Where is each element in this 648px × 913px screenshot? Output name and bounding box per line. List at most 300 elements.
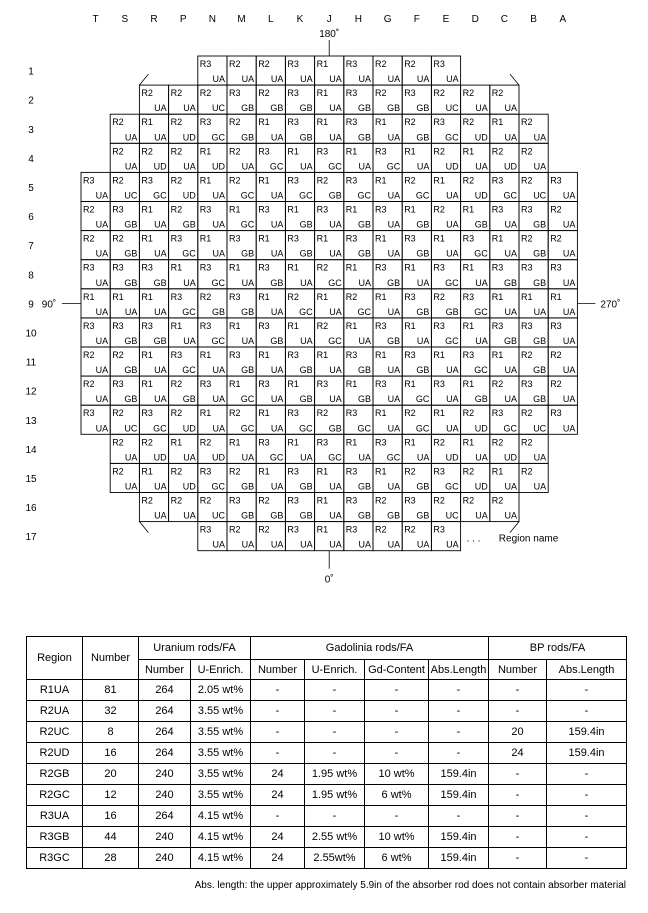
- cell-region-type: UA: [154, 248, 167, 259]
- cell-region-type: UA: [387, 132, 401, 143]
- cell-region-group: R2: [433, 291, 445, 302]
- cell-region-group: R1: [170, 437, 183, 448]
- legend-dots: . . .: [466, 533, 481, 545]
- cell-u-number: 264: [139, 722, 191, 743]
- header-u-enrich: U-Enrich.: [191, 660, 251, 680]
- cell-region-type: GC: [386, 161, 401, 172]
- cell-gd-content: -: [365, 743, 429, 764]
- table-row: [27, 701, 627, 722]
- cell-region-type: UA: [504, 306, 517, 317]
- cell-region-group: R2: [521, 146, 533, 157]
- cell-region-type: UA: [95, 248, 109, 259]
- cell-region-group: R1: [141, 117, 153, 128]
- cell-region-type: UD: [504, 161, 517, 172]
- cell-region-group: R3: [521, 379, 533, 390]
- cell-region-group: R3: [170, 350, 183, 360]
- cell-region-type: UA: [533, 306, 547, 317]
- cell-region-group: R3: [287, 88, 299, 99]
- cell-region-group: R1: [404, 320, 416, 331]
- row-label: 8: [28, 270, 34, 282]
- cell-region-type: GB: [387, 103, 401, 114]
- cell-region-type: UA: [329, 539, 342, 550]
- cell-region-group: R3: [258, 320, 270, 331]
- cell-region-group: R1: [375, 233, 387, 244]
- cell-region-group: R3: [345, 233, 358, 244]
- cell-region-type: UA: [329, 481, 342, 492]
- cell-region-group: R2: [404, 408, 416, 419]
- cell-region-group: R2: [521, 466, 533, 477]
- cell-region-group: R3: [199, 262, 212, 273]
- cell-u-enrich: 4.15 wt%: [191, 827, 251, 848]
- cell-region-type: GB: [474, 394, 488, 405]
- cell-region-type: UA: [504, 510, 517, 521]
- cell-region-type: UA: [416, 74, 430, 85]
- cell-region-group: R2: [229, 146, 241, 157]
- cell-u-number: 240: [139, 827, 191, 848]
- cell-region-type: UA: [329, 248, 342, 259]
- cell-region-type: GC: [153, 190, 167, 201]
- cell-region-type: GB: [299, 365, 313, 376]
- cell-region-type: GC: [415, 394, 430, 405]
- cell-bp-number: -: [489, 764, 547, 785]
- cell-region-group: R1: [316, 88, 329, 99]
- cell-region-type: UC: [445, 510, 459, 521]
- cell-region-type: UD: [474, 423, 488, 434]
- cell-gd-u-enrich: -: [305, 680, 365, 701]
- cell-region-type: UA: [446, 394, 459, 405]
- cell-region-group: R1: [316, 117, 329, 128]
- cell-region-type: UA: [504, 219, 517, 230]
- cell-region-group: R3: [258, 437, 270, 448]
- cell-region-group: R1: [112, 291, 124, 302]
- cell-region-group: R2: [550, 350, 562, 360]
- cell-region-type: UA: [562, 336, 576, 346]
- cell-region-group: R3: [491, 408, 504, 419]
- cell-region-type: UA: [95, 336, 109, 346]
- cell-region-group: R1: [316, 59, 329, 69]
- cell-gd-u-enrich: -: [305, 743, 365, 764]
- cell-region-type: UD: [182, 132, 196, 143]
- row-label: 15: [25, 473, 37, 485]
- cell-region-group: R1: [345, 379, 358, 390]
- cell-region-group: R3: [141, 175, 153, 186]
- cell-region-type: UC: [124, 423, 138, 434]
- cell-region-group: R2: [521, 233, 533, 244]
- cell-region-group: R2: [433, 88, 445, 99]
- cell-region-type: GB: [416, 219, 430, 230]
- cell-region-group: R1: [141, 379, 153, 390]
- cell-region-type: GC: [357, 190, 371, 201]
- cell-region-type: UA: [212, 365, 225, 376]
- cell-region-group: R2: [404, 466, 416, 477]
- cell-gd-u-enrich: -: [305, 722, 365, 743]
- cell-region-type: GB: [387, 277, 401, 288]
- cell-region-group: R1: [375, 408, 387, 419]
- cell-region-group: R3: [199, 117, 212, 128]
- cell-region-type: UA: [154, 103, 167, 114]
- header-region: Region: [27, 637, 83, 680]
- cell-region-group: R2: [83, 379, 95, 390]
- cell-region-group: R1: [199, 233, 212, 244]
- cell-region-type: UA: [562, 365, 576, 376]
- cell-bp-number: -: [489, 848, 547, 869]
- cell-region-type: UD: [474, 132, 488, 143]
- cell-region-group: R3: [375, 204, 387, 215]
- cell-region-type: UA: [446, 539, 459, 550]
- cell-region-group: R3: [170, 291, 183, 302]
- angle-label-right: 270˚: [600, 299, 621, 311]
- cell-region-group: R2: [491, 437, 504, 448]
- cell-region: R3GC: [27, 848, 83, 869]
- cell-region-group: R2: [112, 117, 124, 128]
- cell-region-group: R1: [375, 117, 387, 128]
- cell-region-type: GC: [445, 481, 459, 492]
- cell-region-group: R1: [433, 175, 445, 186]
- cell-region-group: R2: [141, 88, 153, 99]
- column-label: S: [121, 14, 129, 25]
- cell-gd-abs-length: -: [429, 743, 489, 764]
- cell-region-type: GC: [503, 423, 517, 434]
- cell-region-type: UA: [387, 423, 401, 434]
- cell-region-group: R2: [83, 350, 95, 360]
- cell-region-group: R1: [316, 350, 329, 360]
- cell-region-type: UA: [212, 219, 225, 230]
- row-label: 12: [25, 386, 37, 398]
- cell-region-group: R2: [433, 204, 445, 215]
- cell-region-group: R2: [112, 175, 124, 186]
- cell-region-type: UA: [562, 190, 576, 201]
- cell-region-group: R3: [141, 408, 153, 419]
- cell-region-type: GB: [387, 336, 401, 346]
- cell-region-type: GC: [240, 423, 255, 434]
- cell-region-type: GC: [328, 452, 342, 463]
- region-table-body: [27, 680, 627, 869]
- cell-gd-u-enrich: 2.55wt%: [305, 848, 365, 869]
- cell-region-group: R3: [170, 233, 183, 244]
- cell-region-type: UA: [329, 394, 342, 405]
- cell-region-group: R2: [170, 146, 183, 157]
- cell-region-type: UA: [300, 74, 313, 85]
- cell-region-group: R3: [491, 262, 504, 273]
- cell-region: R2UD: [27, 743, 83, 764]
- cell-region-group: R1: [404, 437, 416, 448]
- cell-u-number: 264: [139, 680, 191, 701]
- cell-region-group: R2: [462, 466, 475, 477]
- cell-region-group: R3: [404, 233, 416, 244]
- cell-region-type: GB: [416, 306, 430, 317]
- cell-region: R3UA: [27, 806, 83, 827]
- cell-region-group: R1: [229, 262, 241, 273]
- header-gd-abs-length: Abs.Length: [429, 660, 489, 680]
- cell-region-group: R1: [345, 320, 358, 331]
- row-label: 9: [28, 299, 34, 311]
- cell-region-type: UA: [270, 74, 284, 85]
- cell-region-type: GB: [416, 248, 430, 259]
- cell-gd-content: -: [365, 722, 429, 743]
- cell-region-type: GB: [357, 394, 371, 405]
- cell-region-group: R2: [521, 117, 533, 128]
- cell-region-group: R1: [258, 291, 270, 302]
- cell-region-group: R1: [287, 146, 299, 157]
- cell-region-type: GB: [416, 103, 430, 114]
- cell-gd-u-enrich: -: [305, 806, 365, 827]
- cell-region-type: GB: [357, 510, 371, 521]
- cell-region-group: R2: [462, 117, 475, 128]
- cell-region-group: R1: [375, 175, 387, 186]
- cell-region-type: UA: [124, 481, 138, 492]
- cell-region-group: R1: [287, 262, 299, 273]
- cell-region-group: R2: [287, 291, 299, 302]
- cell-region-type: UA: [183, 452, 196, 463]
- cell-u-enrich: 2.05 wt%: [191, 680, 251, 701]
- cell-region-type: GB: [124, 365, 138, 376]
- cell-region-type: UA: [124, 161, 138, 172]
- cell-region-group: R3: [287, 117, 299, 128]
- cell-region-type: UA: [329, 219, 342, 230]
- cell-region-group: R1: [141, 466, 153, 477]
- cell-gd-number: 24: [251, 764, 305, 785]
- cell-region-group: R1: [462, 262, 475, 273]
- cell-gd-number: -: [251, 722, 305, 743]
- cell-region-type: UA: [504, 132, 517, 143]
- cell-bp-abs-length: 159.4in: [547, 722, 627, 743]
- cell-region-type: UA: [562, 248, 576, 259]
- cell-region-group: R3: [141, 320, 153, 331]
- cell-region-group: R3: [433, 59, 445, 69]
- cell-region-type: UA: [95, 365, 109, 376]
- cell-region-group: R2: [462, 495, 475, 506]
- cell-region-type: UD: [182, 423, 196, 434]
- cell-u-enrich: 3.55 wt%: [191, 743, 251, 764]
- cell-region-group: R1: [316, 524, 329, 535]
- cell-region-type: GB: [299, 219, 313, 230]
- cell-region-type: UA: [475, 510, 488, 521]
- cell-region-group: R3: [345, 175, 358, 186]
- cell-region-type: UA: [562, 277, 576, 288]
- cell-gd-u-enrich: 1.95 wt%: [305, 785, 365, 806]
- angle-label-bottom: 0˚: [324, 574, 334, 586]
- cell-region-type: GB: [270, 336, 284, 346]
- cell-region-group: R3: [404, 350, 416, 360]
- column-label: A: [559, 14, 567, 25]
- cell-region-group: R1: [258, 466, 270, 477]
- cell-region-group: R3: [199, 379, 212, 390]
- cell-region-group: R1: [316, 495, 329, 506]
- cell-region-group: R2: [521, 437, 533, 448]
- table-row: [27, 848, 627, 869]
- cell-gd-number: 24: [251, 827, 305, 848]
- cell-region-group: R2: [521, 175, 533, 186]
- cell-region-group: R1: [491, 466, 504, 477]
- cell-region-type: GB: [503, 277, 517, 288]
- cell-region-group: R2: [170, 175, 183, 186]
- cell-region-type: UA: [124, 306, 138, 317]
- cell-gd-abs-length: 159.4in: [429, 827, 489, 848]
- cell-region-group: R2: [170, 88, 183, 99]
- header-gd-u-enrich: U-Enrich.: [305, 660, 365, 680]
- table-row: [27, 827, 627, 848]
- corner-diagonal-mark: [510, 74, 519, 85]
- cell-region-type: GB: [241, 481, 255, 492]
- header-gd-number: Number: [251, 660, 305, 680]
- cell-region-type: UA: [562, 219, 576, 230]
- cell-u-number: 264: [139, 806, 191, 827]
- cell-region-type: UA: [475, 103, 488, 114]
- cell-region-group: R1: [141, 291, 153, 302]
- cell-region-type: UA: [533, 132, 547, 143]
- row-label: 2: [28, 95, 34, 107]
- cell-region-group: R2: [462, 175, 475, 186]
- cell-region-type: UA: [95, 190, 109, 201]
- cell-region-group: R2: [316, 320, 329, 331]
- cell-region-type: GB: [357, 365, 371, 376]
- cell-region-group: R3: [433, 379, 445, 390]
- cell-region-group: R1: [316, 233, 329, 244]
- cell-region-type: GC: [269, 452, 284, 463]
- footnote: Abs. length: the upper approximately 5.9in of the absorber rod does not contain absorber material: [194, 880, 626, 891]
- cell-gd-u-enrich: 2.55 wt%: [305, 827, 365, 848]
- cell-region-group: R2: [433, 146, 445, 157]
- cell-region-type: UA: [183, 277, 196, 288]
- row-label: 5: [28, 182, 34, 194]
- cell-region-group: R1: [375, 466, 387, 477]
- cell-region-group: R1: [258, 117, 270, 128]
- cell-region-group: R2: [316, 408, 329, 419]
- cell-region-type: UA: [183, 336, 196, 346]
- cell-region-group: R2: [345, 291, 358, 302]
- row-label: 1: [28, 66, 34, 78]
- cell-region-group: R1: [345, 146, 358, 157]
- column-label: J: [326, 14, 332, 25]
- cell-region-type: GC: [503, 190, 517, 201]
- region-table-wrap: [26, 636, 626, 869]
- cell-region-type: UA: [270, 539, 284, 550]
- cell-region-type: GB: [445, 306, 459, 317]
- column-label: M: [237, 14, 246, 25]
- cell-region-group: R1: [433, 408, 445, 419]
- cell-region-type: UA: [300, 452, 313, 463]
- cell-region: R2UC: [27, 722, 83, 743]
- cell-region-group: R2: [112, 408, 124, 419]
- cell-gd-content: 6 wt%: [365, 848, 429, 869]
- cell-region-type: GB: [182, 394, 196, 405]
- cell-region-group: R3: [229, 350, 241, 360]
- row-label: 11: [25, 357, 37, 369]
- cell-region-type: GB: [124, 277, 138, 288]
- cell-region-group: R3: [199, 204, 212, 215]
- cell-region-type: GC: [357, 423, 371, 434]
- angle-label-top: 180˚: [319, 29, 340, 40]
- cell-bp-abs-length: -: [547, 806, 627, 827]
- cell-region-group: R1: [258, 408, 270, 419]
- cell-region-group: R3: [83, 262, 95, 273]
- cell-region-group: R3: [199, 524, 212, 535]
- cell-region-group: R3: [287, 408, 299, 419]
- cell-region-group: R1: [229, 437, 241, 448]
- cell-region-type: GB: [533, 219, 547, 230]
- cell-region-type: GB: [416, 132, 430, 143]
- cell-region-type: GC: [474, 248, 488, 259]
- cell-region-type: UA: [446, 74, 459, 85]
- header-bp-abs-length: Abs.Length: [547, 660, 627, 680]
- row-label: 3: [28, 124, 34, 136]
- column-label: H: [354, 14, 363, 25]
- cell-bp-number: -: [489, 680, 547, 701]
- cell-region-group: R1: [229, 320, 241, 331]
- cell-region-group: R2: [229, 175, 241, 186]
- cell-region-group: R2: [375, 59, 387, 69]
- cell-region-type: UD: [474, 481, 488, 492]
- cell-region-group: R1: [199, 350, 212, 360]
- cell-region-type: GB: [357, 248, 371, 259]
- legend-region-name: Region name: [498, 533, 559, 545]
- cell-region-group: R2: [550, 233, 562, 244]
- cell-region-type: UA: [329, 510, 342, 521]
- cell-region-type: UD: [182, 190, 196, 201]
- cell-gd-content: 10 wt%: [365, 827, 429, 848]
- cell-region-group: R3: [258, 379, 270, 390]
- cell-region-type: UA: [154, 510, 167, 521]
- cell-region-group: R2: [199, 495, 212, 506]
- cell-region-group: R2: [229, 466, 241, 477]
- cell-region-type: UC: [533, 190, 547, 201]
- cell-region-type: GB: [357, 481, 371, 492]
- cell-region-type: GB: [533, 336, 547, 346]
- cell-region-type: UA: [416, 539, 430, 550]
- cell-region-type: GC: [240, 219, 255, 230]
- cell-region-group: R3: [287, 59, 299, 69]
- cell-region-group: R1: [491, 233, 504, 244]
- cell-region-group: R2: [170, 204, 183, 215]
- cell-region-group: R2: [170, 466, 183, 477]
- cell-region-type: UA: [241, 74, 255, 85]
- cell-region-group: R3: [491, 320, 504, 331]
- cell-region-type: UA: [446, 365, 459, 376]
- cell-region-group: R2: [112, 466, 124, 477]
- cell-region-type: UA: [446, 219, 459, 230]
- cell-bp-abs-length: -: [547, 680, 627, 701]
- cell-region-type: UA: [270, 190, 284, 201]
- cell-region-group: R3: [287, 524, 299, 535]
- cell-bp-abs-length: -: [547, 785, 627, 806]
- cell-region-group: R3: [287, 495, 299, 506]
- cell-bp-number: -: [489, 827, 547, 848]
- cell-region-group: R3: [229, 233, 241, 244]
- cell-region-group: R3: [345, 408, 358, 419]
- cell-region-group: R1: [229, 204, 241, 215]
- cell-region-type: UA: [562, 423, 576, 434]
- cell-region-type: UD: [445, 161, 459, 172]
- cell-region-type: UC: [533, 423, 547, 434]
- cell-region-group: R3: [83, 408, 95, 419]
- cell-region-group: R2: [229, 408, 241, 419]
- cell-gd-u-enrich: -: [305, 701, 365, 722]
- cell-region-group: R2: [550, 204, 562, 215]
- cell-region-group: R1: [258, 175, 270, 186]
- cell-region-group: R3: [345, 495, 358, 506]
- cell-region-type: UA: [300, 277, 313, 288]
- cell-region-type: GB: [153, 277, 167, 288]
- row-label: 13: [25, 415, 37, 427]
- cell-region: R3GB: [27, 827, 83, 848]
- cell-region-group: R2: [112, 437, 124, 448]
- cell-region-group: R2: [491, 146, 504, 157]
- cell-region-group: R1: [83, 291, 95, 302]
- cell-u-number: 240: [139, 785, 191, 806]
- cell-region-type: UA: [183, 161, 196, 172]
- cell-gd-abs-length: 159.4in: [429, 848, 489, 869]
- cell-region-group: R3: [345, 524, 358, 535]
